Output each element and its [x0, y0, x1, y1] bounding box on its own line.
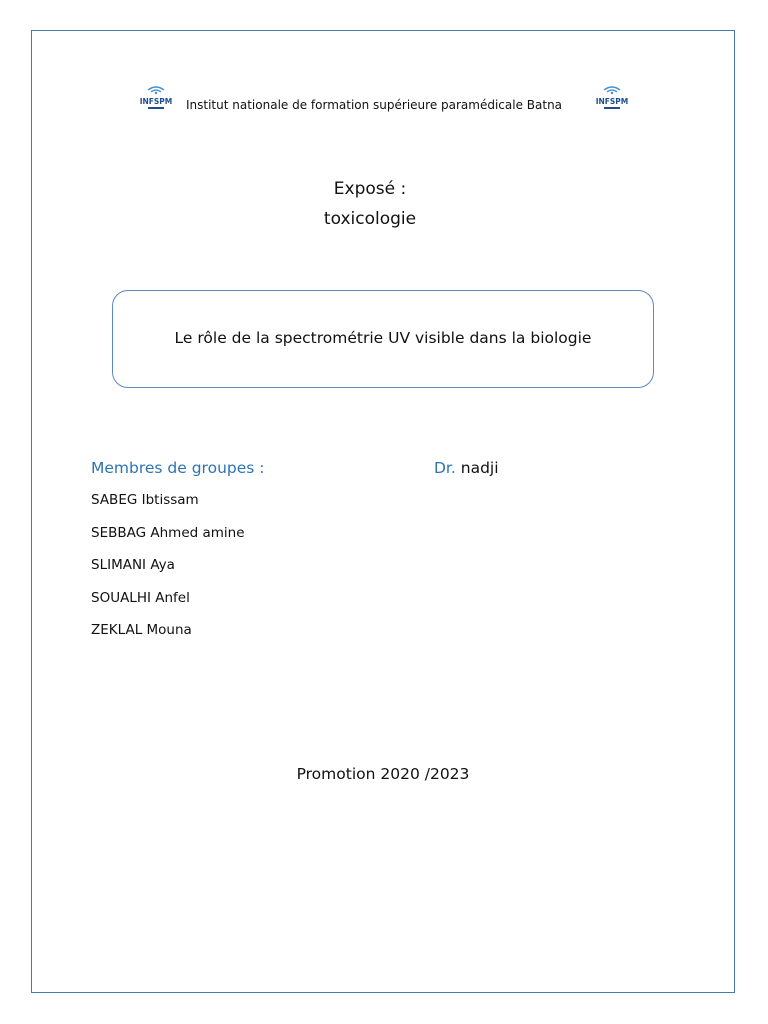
promotion-years: Promotion 2020 /2023 — [296, 765, 470, 783]
document-subtitle: toxicologie — [323, 209, 417, 229]
document-title: Exposé : — [333, 179, 407, 199]
subject-title: Le rôle de la spectrométrie UV visible dans la biologie — [174, 329, 592, 347]
supervisor-prefix: Dr. — [434, 459, 456, 477]
member-name: SOUALHI Anfel — [91, 589, 190, 606]
logo-text: INFSPM — [596, 97, 628, 106]
institute-header — [140, 84, 640, 116]
member-name: SEBBAG Ahmed amine — [91, 524, 245, 541]
member-name: ZEKLAL Mouna — [91, 622, 192, 638]
member-name: SABEG Ibtissam — [91, 492, 199, 508]
logo-icon — [140, 84, 172, 114]
logo-text: INFSPM — [140, 97, 172, 106]
supervisor — [434, 458, 499, 478]
members-heading: Membres de groupes : — [91, 459, 265, 477]
supervisor-name: nadji — [460, 459, 499, 477]
institute-logo-right — [596, 84, 628, 114]
institute-name: Institut nationale de formation supérieure paramédicale Batna — [186, 98, 563, 112]
member-list — [91, 492, 245, 655]
member-name: SLIMANI Aya — [91, 557, 175, 573]
logo-icon — [596, 84, 628, 114]
institute-logo-left — [140, 84, 172, 114]
subject-box — [112, 290, 654, 388]
